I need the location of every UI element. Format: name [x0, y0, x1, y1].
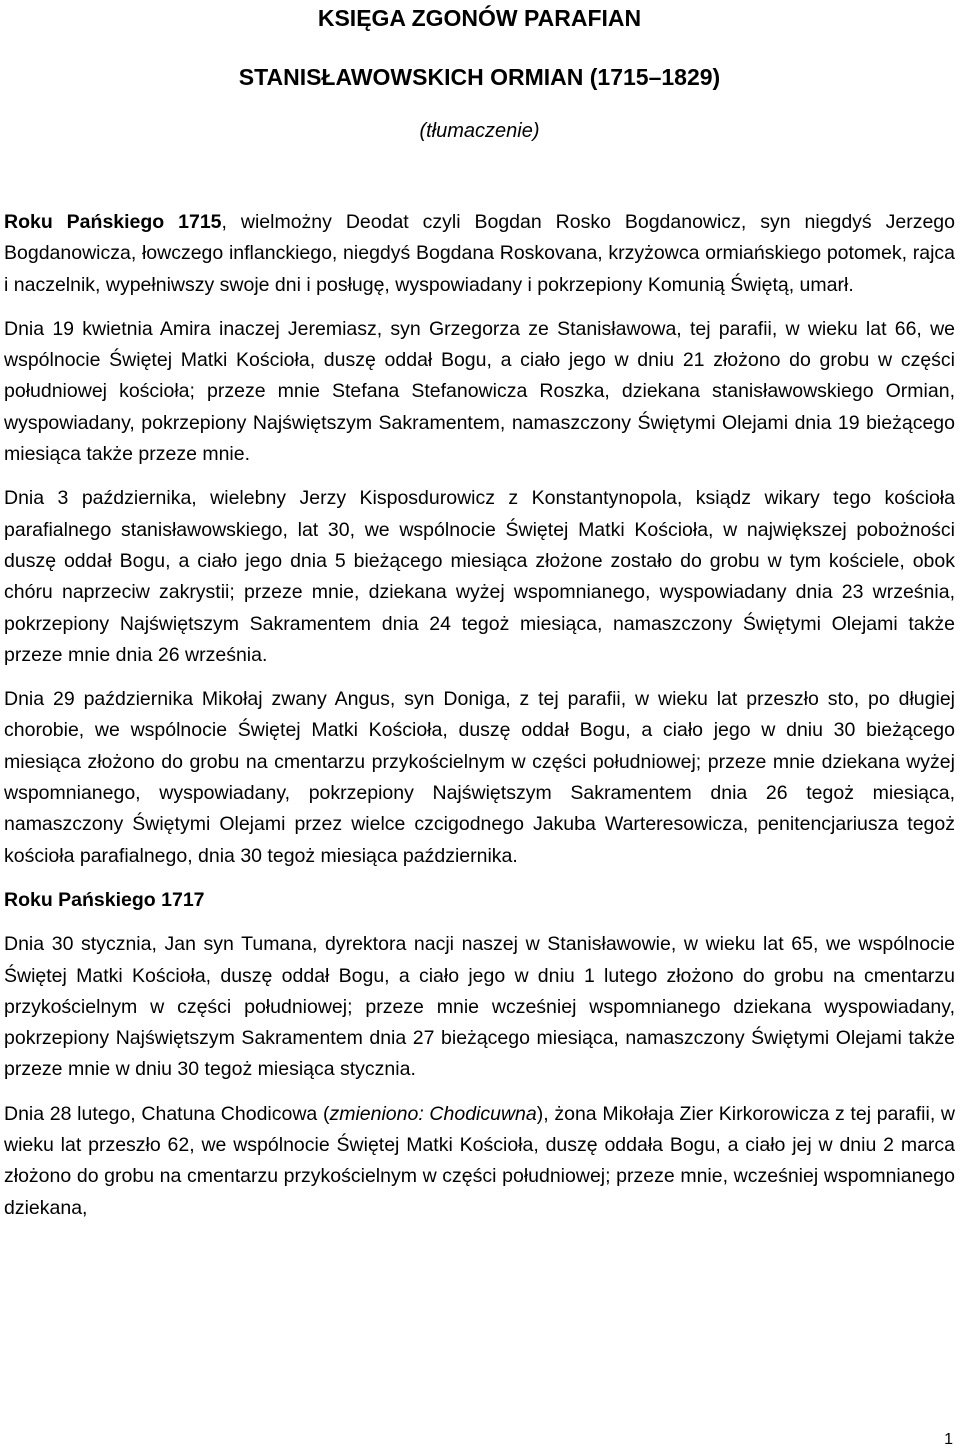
document-subtitle: (tłumaczenie) — [419, 120, 540, 142]
entry-1715-rosko — [4, 207, 955, 301]
entry-text: , wielmożny Deodat czyli Bogdan Rosko Bogdanowicz, syn niegdyś Jerzego Bogdanowicza, łowczego inflanckiego, niegdyś Bogdana Roskovana, krzyżowca ormiańskiego potomek, rajca i naczelnik, wypełniwszy swoje dni i posługę, wyspowiadany i pokrzepiony Komunią Świętą, umarł. — [4, 211, 955, 296]
document-title-line-1: KSIĘGA ZGONÓW PARAFIAN — [317, 5, 642, 31]
entry-text-italic-note: zmieniono: Chodicuwna — [329, 1102, 537, 1125]
entry-text-after: ), żona Mikołaja Zier Kirkorowicza z tej parafii, w wieku lat przeszło 62, we wspólnocie Świętej Matki Kościoła, duszę oddała Bogu, a ciało jej w dniu 2 marca złożono do grobu na cmentarzu przykościelnym w części południowej; przeze mnie, wcześniej wspomnianego dziekana, — [4, 1102, 955, 1219]
entry-28-lutego — [4, 1099, 955, 1224]
entry-text-before: Dnia 28 lutego, Chatuna Chodicowa ( — [4, 1102, 330, 1125]
year-heading-1717: Roku Pańskiego 1717 — [4, 888, 205, 911]
document-title-line-2: STANISŁAWOWSKICH ORMIAN (1715–1829) — [238, 64, 721, 90]
page-number: 1 — [944, 1431, 953, 1448]
entry-19-kwietnia: Dnia 19 kwietnia Amira inaczej Jeremiasz, syn Grzegorza ze Stanisławowa, tej parafii, w wieku lat 66, we wspólnocie Świętej Matki Kościoła, duszę oddał Bogu, a ciało jego w dniu 21 złożono do grobu w części południowej kościoła; przeze mnie Stefana Stefanowicza Roszka, dziekana stanisławowskiego Ormian, wyspowiadany, pokrzepiony Najświętszym Sakramentem, namaszczony Świętymi Olejami dnia 19 bieżącego miesiąca także przeze mnie. — [4, 317, 955, 466]
entry-30-stycznia: Dnia 30 stycznia, Jan syn Tumana, dyrektora nacji naszej w Stanisławowie, w wieku lat 65, we wspólnocie Świętej Matki Kościoła, duszę oddał Bogu, a ciało jego w dniu 1 lutego złożono do grobu na cmentarzu przykościelnym w części południowej; przeze mnie wcześniej wspomnianego dziekana wyspowiadany, pokrzepiony Najświętszym Sakramentem dnia 27 bieżącego miesiąca, namaszczony Świętymi Olejami także przeze mnie w dniu 30 tegoż miesiąca stycznia. — [4, 933, 955, 1081]
entry-3-pazdziernika: Dnia 3 października, wielebny Jerzy Kisposdurowicz z Konstantynopola, ksiądz wikary tego kościoła parafialnego stanisławowskiego, lat 30, we wspólnocie Świętej Matki Kościoła, w największej pobożności duszę oddał Bogu, a ciało jego dnia 5 bieżącego miesiąca złożone zostało do grobu w tym kościele, obok chóru naprzeciw zakrystii; przeze mnie, dziekana wyżej wspomnianego, wyspowiadany dnia 23 września, pokrzepiony Najświętszym Sakramentem dnia 24 tegoż miesiąca, namaszczony Świętymi Olejami także przeze mnie dnia 26 września. — [4, 487, 955, 666]
entry-29-pazdziernika: Dnia 29 października Mikołaj zwany Angus, syn Doniga, z tej parafii, w wieku lat przeszło sto, po długiej chorobie, we wspólnocie Świętej Matki Kościoła, duszę oddał Bogu, a ciało jego w dniu 30 bieżącego miesiąca złożono do grobu na cmentarzu przykościelnym w części południowej; przeze mnie dziekana wyżej wspomnianego, wyspowiadany, pokrzepiony Najświętszym Sakramentem dnia 26 tegoż miesiąca, namaszczony Świętymi Olejami przez wielce czcigodnego Jakuba Warteresowicza, penitencjariusza tegoż kościoła parafialnego, dnia 30 tegoż miesiąca października. — [4, 688, 955, 867]
entry-year-lead: Roku Pańskiego 1715 — [4, 211, 222, 233]
